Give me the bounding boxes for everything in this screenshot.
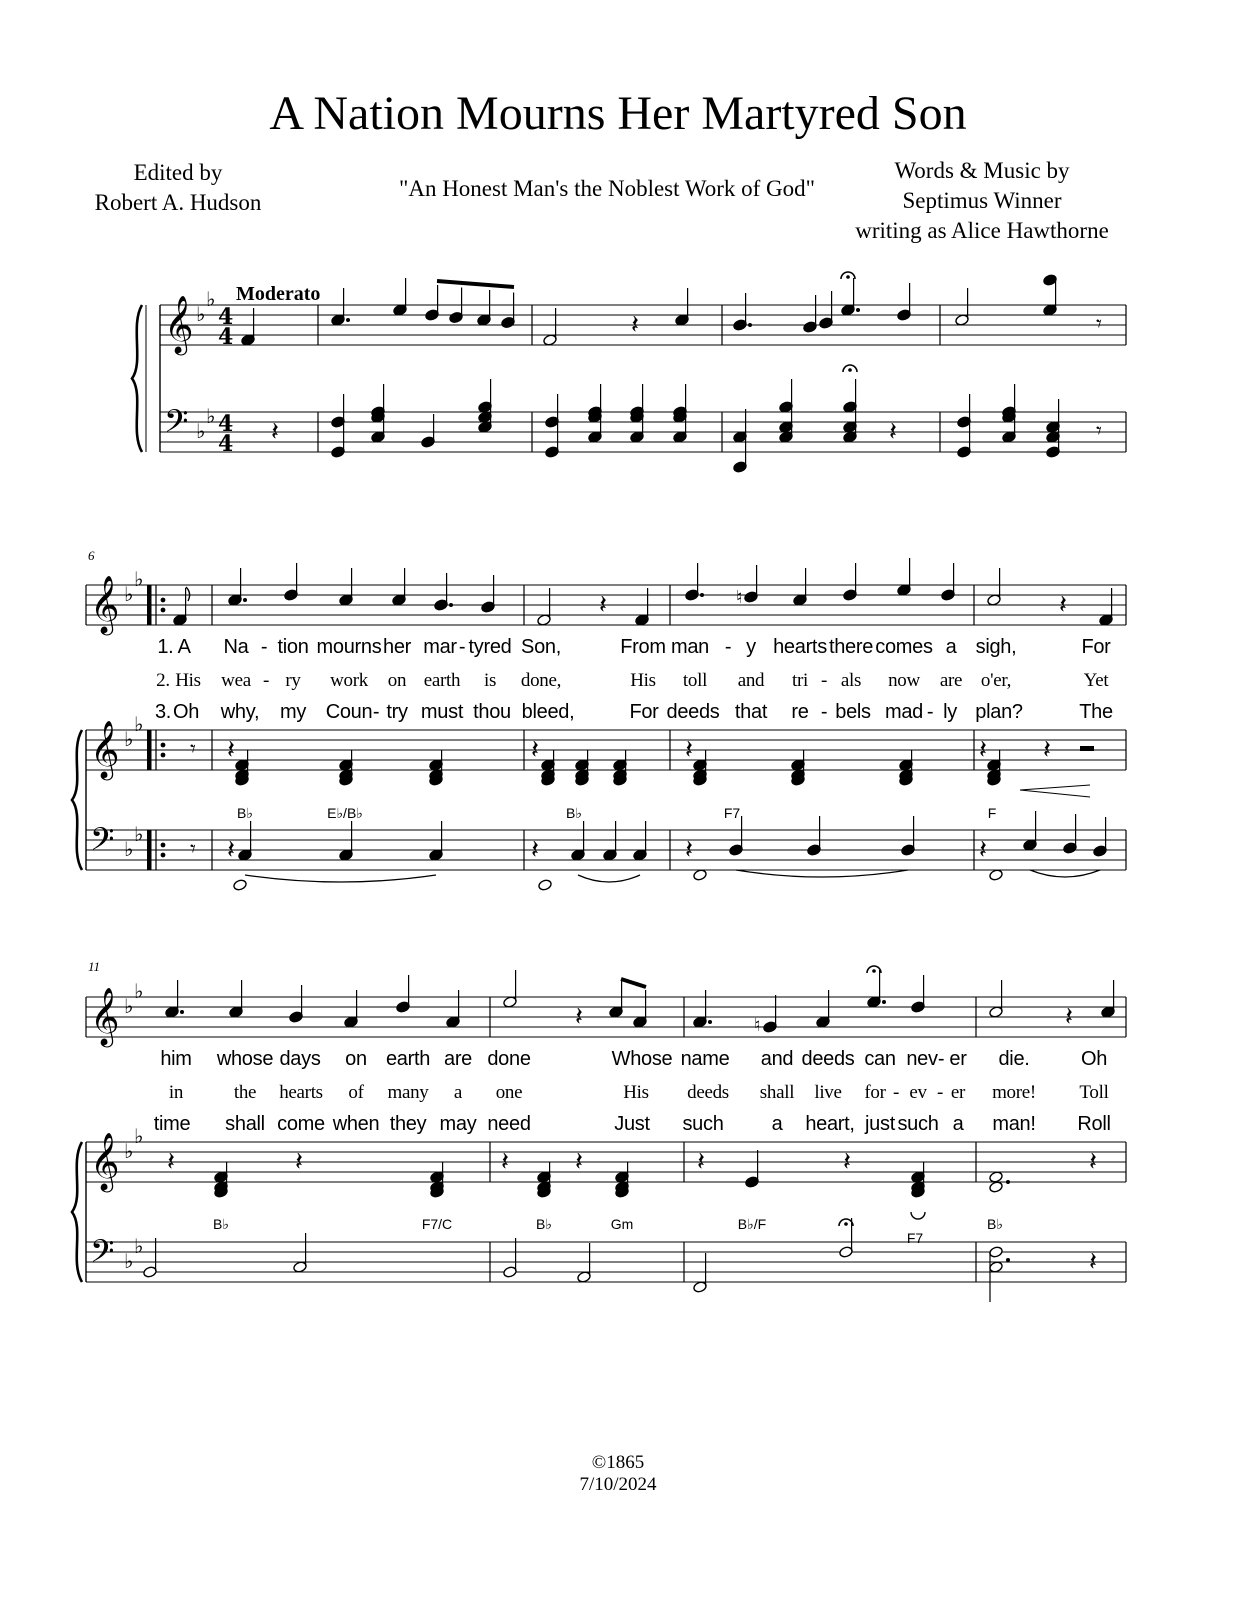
bass-clef-icon: 𝄢: [90, 821, 115, 865]
lyric: ry: [285, 670, 301, 691]
slur: [245, 875, 436, 882]
fermata-dot: [844, 1222, 848, 1226]
repeat-barline: [147, 830, 152, 870]
lyric: my: [279, 701, 307, 723]
composer-line1: Words & Music by: [894, 158, 1070, 183]
natural-sign-icon: ♮: [736, 587, 743, 608]
slur: [1030, 870, 1100, 877]
lyric: work: [330, 670, 368, 691]
fermata-dot: [846, 275, 850, 279]
lyric: the: [233, 1082, 257, 1103]
repeat-dot: [161, 608, 166, 613]
lyric: can: [864, 1048, 896, 1070]
lyric: time: [153, 1113, 191, 1135]
lyric: re: [791, 701, 809, 723]
lyric: bels: [835, 701, 871, 723]
lyric: 1. A: [157, 636, 191, 658]
quarter-rest: 𝄽: [697, 1147, 705, 1177]
flat-sign-icon: ♭: [196, 419, 206, 443]
lyric: when: [332, 1113, 380, 1135]
lyric: -: [820, 670, 828, 691]
flat-sign-icon: ♭: [206, 287, 216, 311]
flat-sign-icon: ♭: [134, 1124, 144, 1148]
lyric: deeds: [666, 701, 720, 723]
lyric: mourns: [316, 636, 382, 658]
lyric: more!: [992, 1082, 1036, 1103]
lyric: hearts: [279, 1082, 323, 1103]
flat-sign-icon: ♭: [134, 979, 144, 1003]
flat-sign-icon: ♭: [124, 994, 134, 1018]
quarter-rest: 𝄽: [575, 1147, 583, 1177]
chord-symbol: B♭: [237, 805, 253, 821]
lyric: er: [950, 1082, 966, 1103]
lyric: tion: [277, 636, 309, 658]
quarter-rest: 𝄽: [631, 310, 639, 340]
lyric: His: [623, 1082, 649, 1103]
quarter-rest: 𝄽: [531, 835, 539, 865]
lyric: -: [820, 701, 828, 723]
bass-clef-icon: 𝄢: [164, 403, 189, 447]
lyric: of: [348, 1082, 364, 1103]
lyric: die.: [998, 1048, 1030, 1070]
lyric: are: [939, 670, 963, 691]
lyric: o'er,: [980, 670, 1012, 691]
lyric: 3.: [154, 701, 172, 723]
eighth-rest: 𝄾: [1096, 419, 1102, 444]
lyric: thou: [473, 701, 511, 723]
lyric: Roll: [1077, 1113, 1111, 1135]
lyric: a: [453, 1082, 463, 1103]
lyric: there: [828, 636, 874, 658]
lyric: ev: [909, 1082, 927, 1103]
lyric: on: [387, 670, 407, 691]
lyric: try: [386, 701, 408, 723]
augmentation-dot: [700, 593, 704, 597]
lyric: days: [279, 1048, 321, 1070]
chord-symbol: F7: [723, 805, 741, 821]
quarter-rest: 𝄽: [531, 735, 539, 765]
song-subtitle: "An Honest Man's the Noblest Work of God": [398, 176, 816, 201]
slur: [578, 875, 640, 882]
lyric: Toll: [1079, 1082, 1109, 1103]
augmentation-dot: [856, 308, 860, 312]
lyric: plan?: [975, 701, 1023, 723]
lyric: man: [670, 636, 710, 658]
lyric: -: [260, 636, 268, 658]
bass-clef-icon: 𝄢: [90, 1233, 115, 1277]
quarter-rest: 𝄽: [599, 590, 607, 620]
notehead: [989, 1181, 1004, 1194]
quarter-rest: 𝄽: [979, 735, 987, 765]
lyric: -: [937, 1048, 945, 1070]
lyric: deeds: [687, 1082, 729, 1103]
lyric: Na: [223, 636, 249, 658]
editor-line2: Robert A. Hudson: [94, 190, 262, 215]
chord-symbol: B♭/F: [737, 1216, 767, 1232]
fermata-dot: [848, 368, 852, 372]
notehead: [693, 869, 708, 882]
lyric: tri: [792, 670, 808, 691]
quarter-rest: 𝄽: [1065, 1002, 1073, 1032]
chord-symbol: B♭: [566, 805, 582, 821]
quarter-rest: 𝄽: [979, 835, 987, 865]
treble-clef-icon: 𝄞: [90, 720, 120, 778]
eighth-rest: 𝄾: [190, 737, 196, 762]
lyric: a: [952, 1113, 964, 1135]
measure-number-11: 11: [88, 959, 101, 974]
augmentation-dot: [708, 1020, 712, 1024]
repeat-dot: [161, 853, 166, 858]
quarter-rest: 𝄽: [685, 735, 693, 765]
lyric: and: [737, 670, 765, 691]
treble-clef-icon: 𝄞: [90, 987, 120, 1045]
augmentation-dot: [1006, 1180, 1010, 1184]
quarter-rest: 𝄽: [167, 1147, 175, 1177]
time-signature: 4: [218, 324, 234, 350]
lyric: ly: [943, 701, 957, 723]
treble-clef-icon: 𝄞: [90, 1132, 120, 1190]
chord-symbol: F7: [906, 1230, 924, 1246]
lyric: His: [175, 670, 201, 691]
lyric: Oh: [1080, 1048, 1108, 1070]
lyric: earth: [423, 670, 461, 691]
quarter-rest: 𝄽: [227, 735, 235, 765]
quarter-rest: 𝄽: [1059, 590, 1067, 620]
lyric: Oh: [172, 701, 200, 723]
lyric: nev: [906, 1048, 938, 1070]
chord-symbol: Gm: [610, 1216, 634, 1232]
slur: [736, 870, 908, 877]
chord-symbol: E♭/B♭: [327, 805, 363, 821]
repeat-dot: [161, 598, 166, 603]
lyric: Yet: [1083, 670, 1109, 691]
lyric: are: [443, 1048, 473, 1070]
grand-staff-brace: [72, 1142, 82, 1282]
editor-line1: Edited by: [133, 160, 223, 185]
beam: [437, 281, 514, 287]
augmentation-dot: [346, 318, 350, 322]
lyric: Son,: [521, 636, 561, 658]
lyric: Whose: [611, 1048, 673, 1070]
beam: [621, 979, 646, 987]
lyric: His: [630, 670, 656, 691]
lyric: sigh,: [975, 636, 1017, 658]
notehead: [989, 1261, 1004, 1274]
song-title: A Nation Mourns Her Martyred Son: [269, 87, 967, 140]
lyric: on: [345, 1048, 367, 1070]
lyric: now: [888, 670, 920, 691]
quarter-rest: 𝄽: [227, 835, 235, 865]
grand-staff-brace: [72, 730, 82, 870]
lyric: many: [387, 1082, 429, 1103]
quarter-rest: 𝄽: [1089, 1147, 1097, 1177]
flat-sign-icon: ♭: [124, 1249, 134, 1273]
chord-symbol: F: [987, 805, 997, 821]
notehead: [989, 1246, 1004, 1259]
lyric: a: [945, 636, 957, 658]
lyric: earth: [385, 1048, 431, 1070]
quarter-rest: 𝄽: [1043, 735, 1051, 765]
lyric: is: [483, 670, 497, 691]
flat-sign-icon: ♭: [124, 837, 134, 861]
lyric: hearts: [773, 636, 827, 658]
eighth-rest: 𝄾: [1096, 312, 1102, 337]
lyric: -: [372, 701, 380, 723]
lyric: just: [865, 1113, 895, 1135]
lyric: they: [389, 1113, 427, 1135]
lyric: such: [897, 1113, 939, 1135]
lyric: comes: [875, 636, 933, 658]
tempo-marking: Moderato: [236, 283, 321, 305]
lyric: -: [262, 670, 270, 691]
lyric: mad: [884, 701, 924, 723]
flat-sign-icon: ♭: [196, 302, 206, 326]
lyric: done,: [520, 670, 562, 691]
lyric: such: [682, 1113, 724, 1135]
augmentation-dot: [882, 1000, 886, 1004]
lyric: For: [629, 701, 659, 723]
lyric: tyred: [468, 636, 512, 658]
lyric: one: [495, 1082, 523, 1103]
augmentation-dot: [449, 603, 453, 607]
augmentation-dot: [180, 1010, 184, 1014]
quarter-rest: 𝄽: [889, 417, 897, 447]
lyric: mar: [423, 636, 457, 658]
grand-staff-brace: [132, 305, 142, 452]
time-signature: 4: [218, 304, 234, 330]
quarter-rest: 𝄽: [271, 417, 279, 447]
copyright-notice: ©1865: [591, 1452, 645, 1473]
chord-symbol: B♭: [987, 1216, 1003, 1232]
lyric: shall: [225, 1113, 265, 1135]
lyric: toll: [682, 670, 708, 691]
treble-clef-icon: 𝄞: [90, 575, 120, 633]
fermata-icon: [911, 1212, 925, 1219]
lyric: need: [487, 1113, 531, 1135]
composer-line2: Septimus Winner: [902, 188, 1062, 213]
quarter-rest: 𝄽: [685, 835, 693, 865]
repeat-dot: [161, 843, 166, 848]
fermata-dot: [872, 969, 876, 973]
lyric: Coun: [325, 701, 373, 723]
lyric: heart,: [805, 1113, 855, 1135]
natural-sign-icon: ♮: [754, 1015, 761, 1036]
repeat-barline: [147, 730, 152, 770]
lyric: -: [458, 636, 466, 658]
lyric: y: [746, 636, 756, 658]
lyric: and: [760, 1048, 794, 1070]
flat-sign-icon: ♭: [124, 1139, 134, 1163]
lyric: 2.: [156, 670, 170, 691]
composer-line3: writing as Alice Hawthorne: [855, 218, 1109, 243]
chord-symbol: B♭: [213, 1216, 229, 1232]
lyric: -: [892, 1082, 900, 1103]
notehead: [233, 879, 248, 892]
lyric: -: [936, 1082, 944, 1103]
lyric: -: [926, 701, 934, 723]
crescendo-hairpin: [1020, 785, 1090, 797]
quarter-rest: 𝄽: [1089, 1247, 1097, 1277]
lyric: must: [420, 701, 464, 723]
quarter-rest: 𝄽: [295, 1147, 303, 1177]
chord-symbol: B♭: [536, 1216, 552, 1232]
notehead: [989, 1171, 1004, 1184]
quarter-rest: 𝄽: [843, 1147, 851, 1177]
lyric: als: [840, 670, 862, 691]
lyric: whose: [216, 1048, 274, 1070]
treble-clef-icon: 𝄞: [164, 295, 194, 353]
lyric: her: [382, 636, 412, 658]
lyric: man!: [992, 1113, 1036, 1135]
repeat-dot: [161, 743, 166, 748]
flag: [186, 587, 190, 601]
lyric: for: [864, 1082, 886, 1103]
measure-number-6: 6: [88, 548, 95, 563]
flat-sign-icon: ♭: [124, 582, 134, 606]
lyric: a: [771, 1113, 783, 1135]
lyric: name: [680, 1048, 730, 1070]
augmentation-dot: [748, 323, 752, 327]
notehead: [538, 879, 553, 892]
lyric: -: [724, 636, 732, 658]
flat-sign-icon: ♭: [134, 1234, 144, 1258]
lyric: shall: [759, 1082, 795, 1103]
time-signature: 4: [218, 411, 234, 437]
lyric: er: [949, 1048, 967, 1070]
lyric: that: [734, 701, 768, 723]
flat-sign-icon: ♭: [134, 567, 144, 591]
quarter-rest: 𝄽: [575, 1002, 583, 1032]
chord-symbol: F7/C: [421, 1216, 453, 1232]
lyric: live: [814, 1082, 842, 1103]
lyric: For: [1081, 636, 1111, 658]
half-rest: [1080, 746, 1094, 751]
lyric: in: [168, 1082, 184, 1103]
lyric: The: [1079, 701, 1113, 723]
flat-sign-icon: ♭: [134, 822, 144, 846]
lyric: From: [620, 636, 666, 658]
lyric: may: [439, 1113, 477, 1135]
augmentation-dot: [243, 598, 247, 602]
notehead: [989, 869, 1004, 882]
flat-sign-icon: ♭: [206, 404, 216, 428]
lyric: deeds: [801, 1048, 855, 1070]
lyric: done: [487, 1048, 531, 1070]
eighth-rest: 𝄾: [190, 837, 196, 862]
quarter-rest: 𝄽: [501, 1147, 509, 1177]
lyric: him: [160, 1048, 192, 1070]
flat-sign-icon: ♭: [134, 712, 144, 736]
flat-sign-icon: ♭: [124, 727, 134, 751]
lyric: why,: [220, 701, 260, 723]
repeat-barline: [147, 585, 152, 625]
repeat-dot: [161, 753, 166, 758]
revision-date: 7/10/2024: [579, 1474, 657, 1495]
lyric: come: [277, 1113, 325, 1135]
time-signature: 4: [218, 431, 234, 457]
augmentation-dot: [1006, 1258, 1010, 1262]
lyric: wea: [221, 670, 251, 691]
lyric: bleed,: [521, 701, 575, 723]
lyric: Just: [614, 1113, 650, 1135]
